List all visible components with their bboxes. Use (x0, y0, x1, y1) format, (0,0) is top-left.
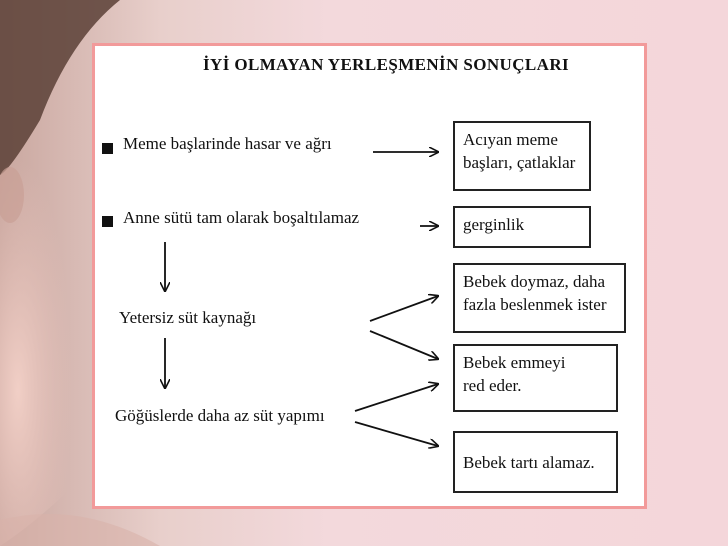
effect-baby-refuses-line2: red eder. (463, 376, 522, 395)
effect-engorgement-text: gerginlik (463, 215, 525, 234)
cause-low-supply: Yetersiz süt kaynağı (119, 308, 257, 327)
arrow-supply-to-refuses (370, 331, 438, 359)
arrow-production-to-weight (355, 422, 438, 446)
page-title: İYİ OLMAYAN YERLEŞMENİN SONUÇLARI (203, 55, 570, 74)
cause-incomplete-emptying: Anne sütü tam olarak boşaltılamaz (123, 208, 360, 227)
arrow-production-to-refuses (355, 384, 438, 411)
effect-baby-unsatisfied-line2: fazla beslenmek ister (463, 295, 607, 314)
cause-pain: Meme başlarinde hasar ve ağrı (123, 134, 332, 153)
effect-baby-refuses-line1: Bebek emmeyi (463, 353, 566, 372)
cause-less-production: Göğüslerde daha az süt yapımı (115, 406, 325, 425)
slide-frame (92, 43, 647, 509)
effect-baby-unsatisfied-line1: Bebek doymaz, daha (463, 272, 606, 291)
flow-arrows (95, 46, 650, 512)
effect-cracked-nipples-line1: Acıyan meme (463, 130, 558, 149)
arrow-supply-to-unsatisfied (370, 296, 438, 321)
effect-cracked-nipples-line2: başları, çatlaklar (463, 153, 576, 172)
effect-no-weight-gain-text: Bebek tartı alamaz. (463, 453, 595, 472)
